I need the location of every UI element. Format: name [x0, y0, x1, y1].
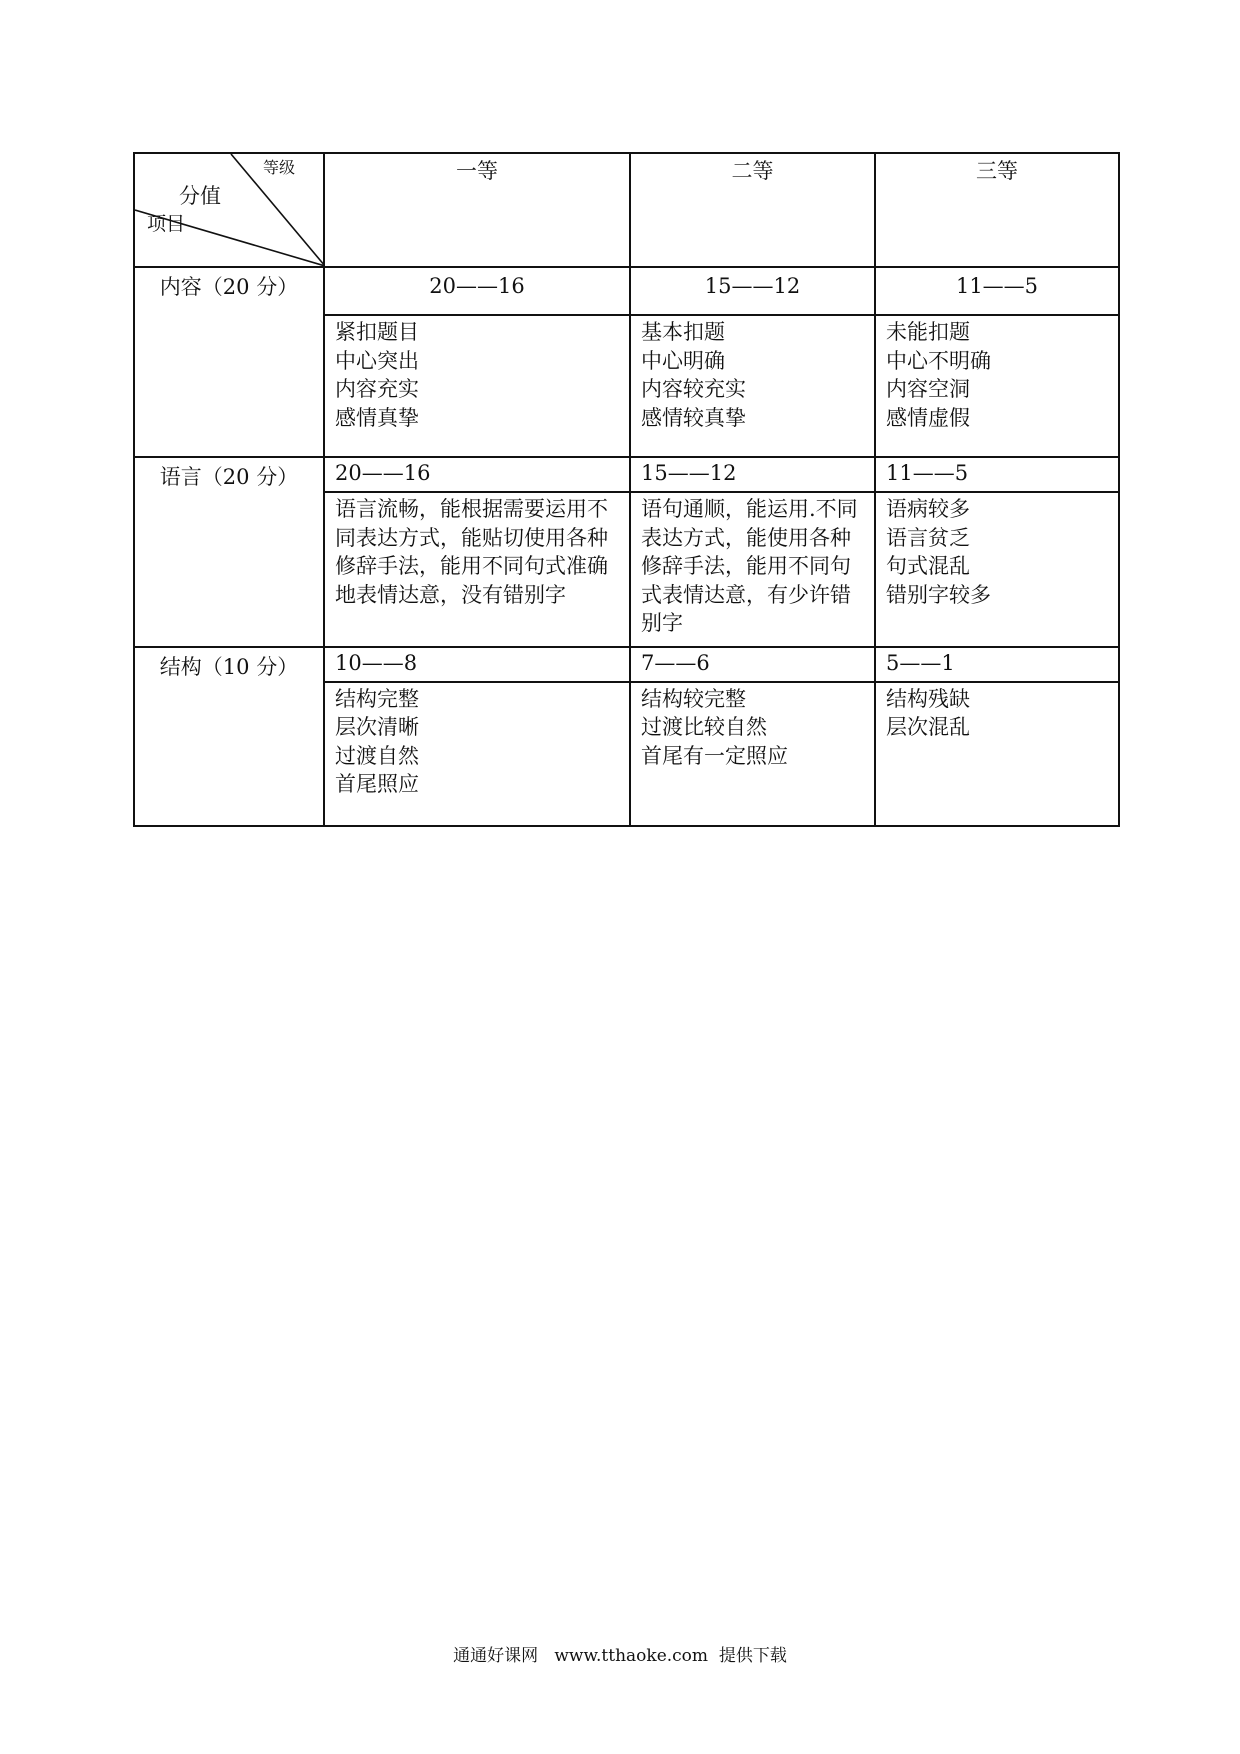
category-structure: 结构（10 分） — [134, 647, 324, 826]
content-range-row — [134, 267, 1119, 315]
criteria-line: 内容空洞 — [886, 377, 970, 401]
score-range: 15——12 — [630, 457, 875, 492]
language-range-row — [134, 457, 1119, 492]
criteria-description — [875, 682, 1119, 826]
criteria-line: 结构残缺 — [886, 686, 970, 711]
criteria-line: 内容充实 — [335, 377, 419, 401]
criteria-description — [324, 682, 630, 826]
criteria-line: 基本扣题 — [641, 320, 725, 344]
category-content: 内容（20 分） — [134, 267, 324, 457]
criteria-description — [875, 315, 1119, 457]
score-range: 15——12 — [630, 267, 875, 315]
criteria-line: 过渡自然 — [335, 743, 419, 768]
criteria-description — [324, 492, 630, 647]
scoring-rubric-table — [133, 152, 1120, 827]
score-range: 11——5 — [875, 267, 1119, 315]
criteria-line: 式表情达意，有少许错 — [641, 582, 851, 607]
criteria-line: 感情虚假 — [886, 405, 970, 430]
criteria-line: 结构较完整 — [641, 686, 746, 711]
criteria-description — [630, 682, 875, 826]
criteria-line: 感情真挚 — [335, 405, 419, 430]
criteria-line: 首尾照应 — [335, 772, 419, 796]
structure-range-row — [134, 647, 1119, 682]
criteria-description — [324, 315, 630, 457]
score-axis-label: 分值 — [179, 184, 221, 208]
criteria-line: 感情较真挚 — [641, 405, 746, 430]
criteria-description — [630, 315, 875, 457]
diagonal-lines — [135, 154, 325, 266]
criteria-line: 错别字较多 — [886, 582, 991, 607]
criteria-line: 语言流畅，能根据需要运用不 — [335, 497, 608, 521]
criteria-line: 修辞手法，能用不同句式准确 — [335, 554, 608, 578]
criteria-line: 语句通顺，能运用.不同 — [641, 497, 858, 521]
criteria-line: 中心突出 — [335, 348, 419, 373]
criteria-line: 首尾有一定照应 — [641, 743, 788, 768]
criteria-line: 语病较多 — [886, 497, 970, 521]
score-range: 7——6 — [630, 647, 875, 682]
criteria-line: 修辞手法，能用不同句 — [641, 554, 851, 578]
grade-header-2: 二等 — [630, 153, 875, 267]
grade-axis-label: 等级 — [262, 158, 295, 177]
criteria-line: 句式混乱 — [886, 554, 970, 578]
criteria-line: 结构完整 — [335, 686, 419, 711]
page-footer: 通通好课网 www.tthaoke.com 提供下载 — [453, 1646, 787, 1666]
score-range: 10——8 — [324, 647, 630, 682]
criteria-line: 同表达方式，能贴切使用各种 — [335, 525, 608, 550]
score-range: 20——16 — [324, 267, 630, 315]
criteria-line: 过渡比较自然 — [641, 715, 767, 739]
criteria-line: 表达方式，能使用各种 — [641, 525, 851, 550]
item-axis-label: 项目 — [147, 213, 186, 235]
criteria-line: 中心不明确 — [886, 348, 991, 373]
criteria-line: 语言贫乏 — [886, 525, 970, 550]
criteria-line: 内容较充实 — [641, 377, 746, 401]
score-range: 5——1 — [875, 647, 1119, 682]
category-language: 语言（20 分） — [134, 457, 324, 647]
criteria-line: 地表情达意，没有错别字 — [335, 582, 566, 607]
criteria-line: 层次清晰 — [335, 715, 419, 739]
criteria-line: 中心明确 — [641, 348, 725, 373]
criteria-line: 层次混乱 — [886, 715, 970, 739]
criteria-line: 未能扣题 — [886, 320, 970, 344]
score-range: 20——16 — [324, 457, 630, 492]
diagonal-header-cell — [134, 153, 324, 267]
grade-header-1: 一等 — [324, 153, 630, 267]
criteria-description — [875, 492, 1119, 647]
grade-header-3: 三等 — [875, 153, 1119, 267]
criteria-description — [630, 492, 875, 647]
header-row — [134, 153, 1119, 267]
criteria-line: 紧扣题目 — [335, 320, 419, 344]
score-range: 11——5 — [875, 457, 1119, 492]
criteria-line: 别字 — [641, 611, 683, 635]
